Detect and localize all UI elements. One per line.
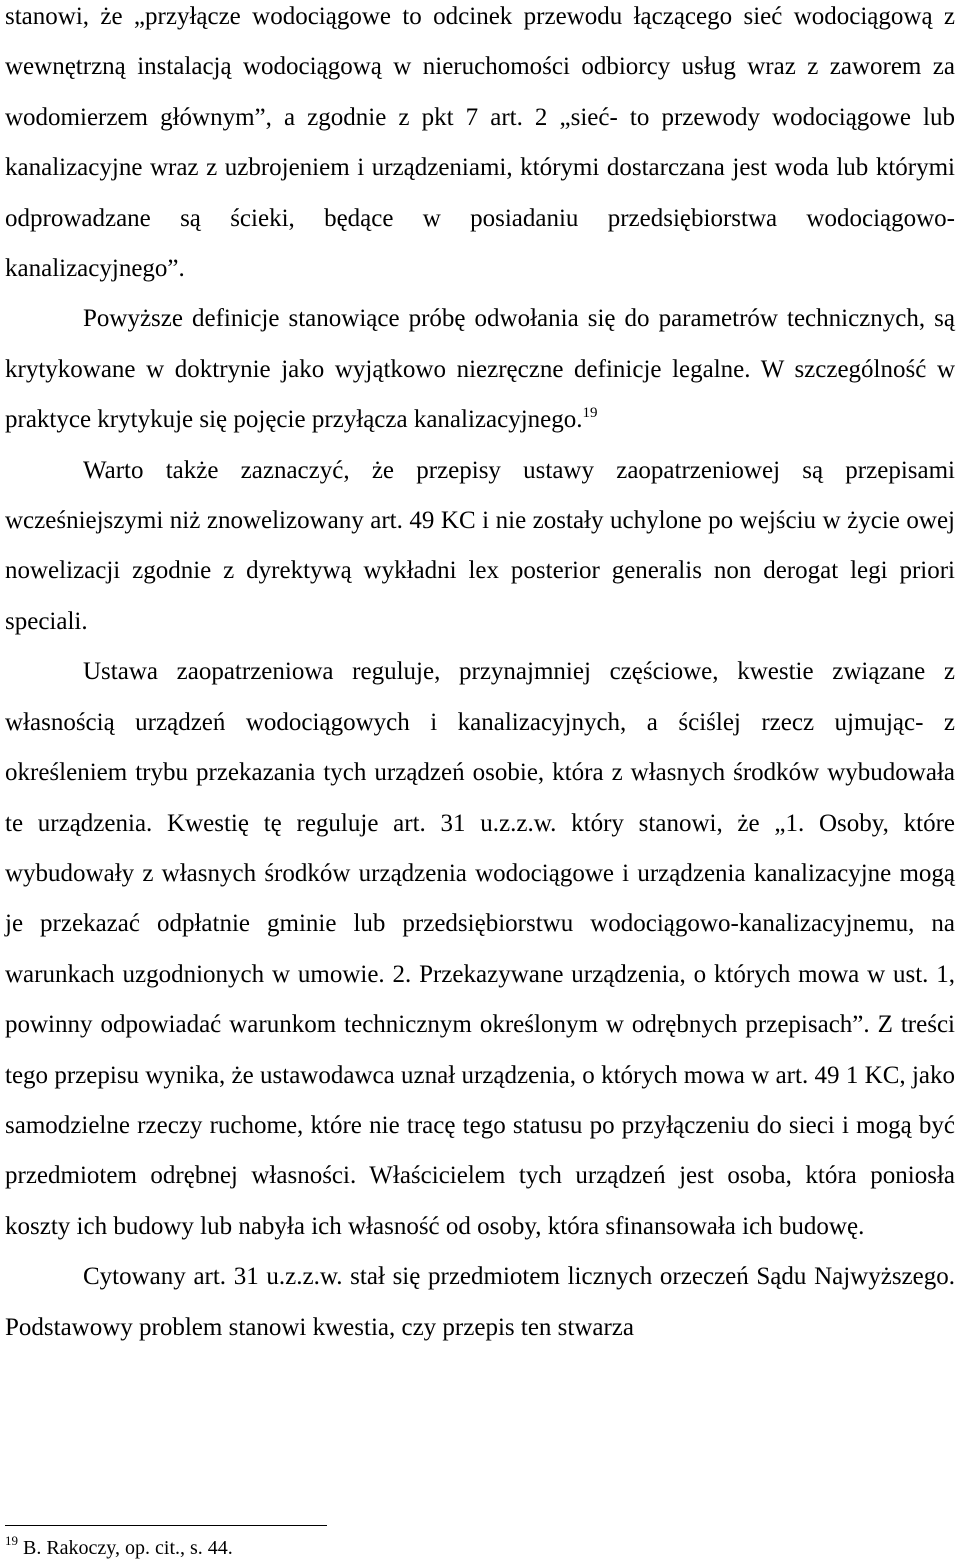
- paragraph-1: [5, 0, 955, 294]
- paragraph-text: Warto także zaznaczyć, że przepisy ustawy zaopatrzeniowej są przepisami wcześniejszymi niż znowelizowany art. 49 KC i nie zostały uchylone po wejściu w życie owej nowelizacji zgodnie z dyrektywą wykładni lex posterior generalis non derogat legi priori speciali.: [5, 456, 955, 635]
- footnote: [5, 1535, 233, 1561]
- paragraph-4: [5, 647, 955, 1252]
- paragraph-text: Ustawa zaopatrzeniowa reguluje, przynajmniej częściowe, kwestie związane z własnością urządzeń wodociągowych i kanalizacyjnych, a ściślej rzecz ujmując- z określeniem trybu przekazania tych urządzeń osobie, która z własnych środków wybudowała te urządzenia. Kwestię tę reguluje art. 31 u.z.z.w. który stanowi, że „1. Osoby, które wybudowały z własnych środków urządzenia wodociągowe i urządzenia kanalizacyjne mogą je przekazać odpłatnie gminie lub przedsiębiorstwu wodociągowo-kanalizacyjnemu, na warunkach uzgodnionych w umowie. 2. Przekazywane urządzenia, o których mowa w ust. 1, powinny odpowiadać warunkom technicznym określonym w odrębnych przepisach”. Z treści tego przepisu wynika, że ustawodawca uznał urządzenia, o których mowa w art. 49 1 KC, jako samodzielne rzeczy ruchome, które nie tracę tego statusu po przyłączeniu do sieci i mogą być przedmiotem odrębnej własności. Właścicielem tych urządzeń jest osoba, która poniosła koszty ich budowy lub nabyła ich własność od osoby, która sfinansowała ich budowę.: [5, 658, 955, 1240]
- footnote-reference: 19: [582, 405, 598, 422]
- paragraph-text: Powyższe definicje stanowiące próbę odwołania się do parametrów technicznych, są krytykowane w doktrynie jako wyjątkowo niezręczne definicje legalne. W szczególność w praktyce krytykuje się pojęcie przyłącza kanalizacyjnego.: [5, 305, 955, 434]
- paragraph-5: [5, 1252, 955, 1353]
- paragraph-text: stanowi, że „przyłącze wodociągowe to odcinek przewodu łączącego sieć wodociągową z wewnętrzną instalacją wodociągową w nieruchomości odbiorcy usług wraz z zaworem za wodomierzem głównym”, a zgodnie z pkt 7 art. 2 „sieć- to przewody wodociągowe lub kanalizacyjne wraz z uzbrojeniem i urządzeniami, którymi dostarczana jest woda lub którymi odprowadzane są ścieki, będące w posiadaniu przedsiębiorstwa wodociągowo-kanalizacyjnego”.: [5, 3, 955, 283]
- paragraph-3: [5, 446, 955, 648]
- paragraph-text: Cytowany art. 31 u.z.z.w. stał się przedmiotem licznych orzeczeń Sądu Najwyższego. Podstawowy problem stanowi kwestia, czy przepis ten stwarza: [5, 1263, 955, 1341]
- footnote-separator: [5, 1525, 327, 1526]
- footnote-text: B. Rakoczy, op. cit., s. 44.: [23, 1537, 233, 1559]
- body-text: [5, 0, 955, 1353]
- footnote-number: 19: [5, 1533, 18, 1548]
- paragraph-2: [5, 294, 955, 445]
